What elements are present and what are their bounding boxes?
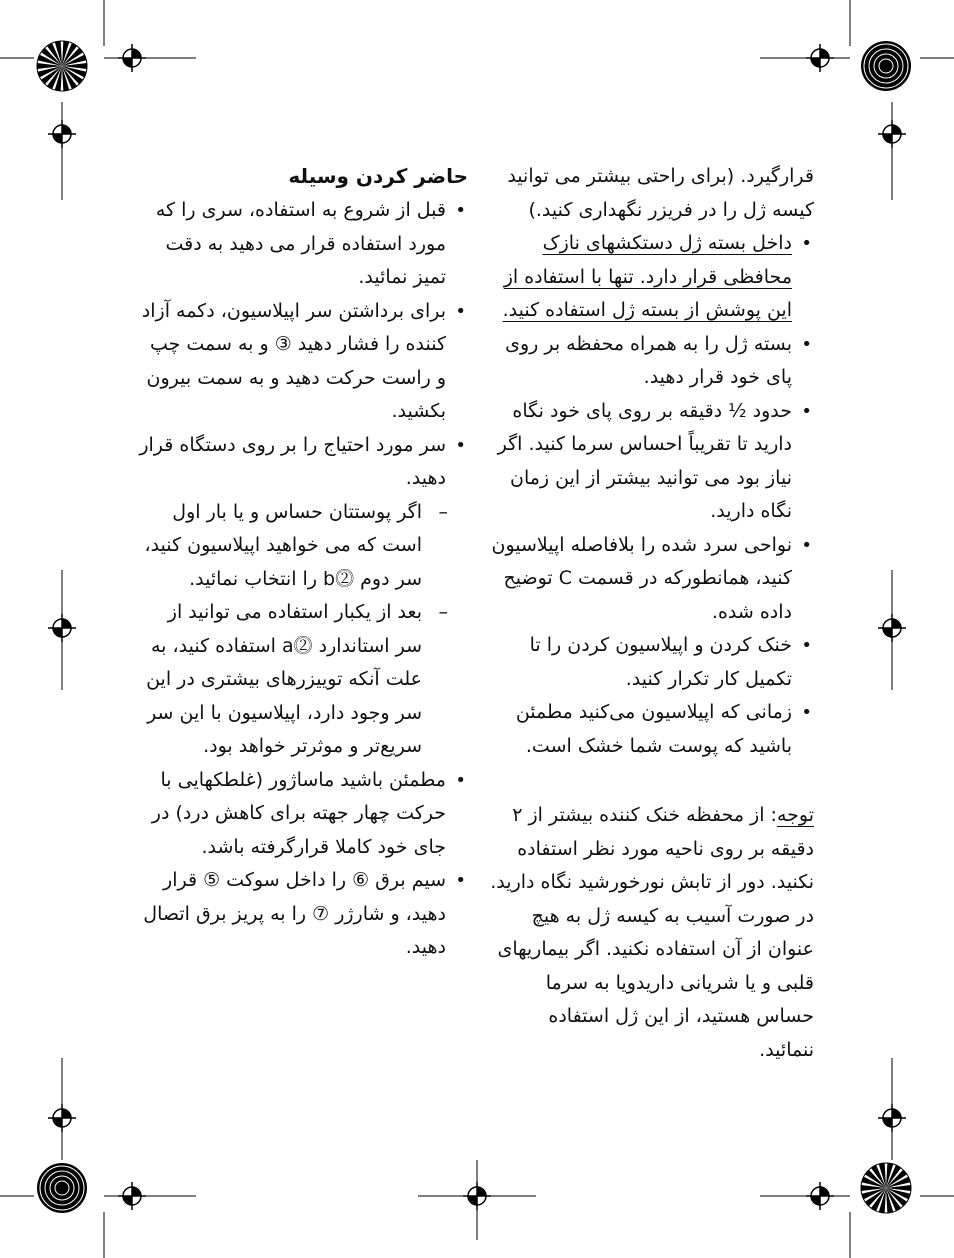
note-text: : از محفظه خنک کننده بیشتر از ۲ دقیقه بر روی ناحیه مورد نظر استفاده نکنید. دور از تابش نورخورشید نگاه دارید. در صورت آسیب به کیسه ژل به هیچ عنوان از آن استفاده نکنید. اگر بیماریهای قلبی و یا شریانی داریدویا به سرما حساس هستید، از این ژل استفاده ننمائید.	[490, 804, 814, 1061]
list-item-text: داخل بسته ژل دستکشهای نازک محافظی قرار دارد. تنها با استفاده از این پوشش از بسته ژل استفاده کنید.	[502, 232, 792, 321]
list-item	[488, 227, 814, 328]
list-item: • قبل از شروع به استفاده، سری را که مورد استفاده قرار می دهید به دقت تمیز نمائید.	[138, 194, 468, 295]
intro-paragraph: قرارگیرد. (برای راحتی بیشتر می توانید کیسه ژل را در فریزر نگهداری کنید.)	[507, 165, 814, 221]
list-item: • نواحی سرد شده را بلافاصله اپیلاسیون کنید، همانطورکه در قسمت C توضیح داده شده.	[488, 529, 814, 630]
list-item: • سیم برق ⑥ را داخل سوکت ⑤ قرار دهید، و شارژر ⑦ را به پریز برق اتصال دهید.	[138, 864, 468, 965]
sub-list-item: – اگر پوستتان حساس و یا بار اول است که می خواهید اپیلاسیون کنید، سر دوم ⓶b را انتخاب نمائید.	[138, 496, 468, 597]
list-item: • زمانی که اپیلاسیون می‌کنید مطمئن باشید که پوست شما خشک است.	[488, 696, 814, 763]
right-bullet-list	[488, 227, 814, 763]
note-paragraph	[488, 799, 814, 1067]
list-item: • مطمئن باشید ماساژور (غلطکهایی با حرکت چهار جهته برای کاهش درد) در جای خود کاملا قرارگرفته باشد.	[138, 764, 468, 865]
left-bullet-list	[138, 194, 468, 965]
sub-list-item: – بعد از یکبار استفاده می توانید از سر استاندارد ⓶a استفاده کنید، به علت آنکه توییزرهای بیشتری در این سر وجود دارد، اپیلاسیون با این سر سریع‌تر و موثرتر خواهد بود.	[138, 596, 468, 764]
note-label: توجه	[776, 804, 814, 826]
list-item: • حدود ½ دقیقه بر روی پای خود نگاه دارید تا تقریباً احساس سرما کنید. اگر نیاز بود می توانید بیشتر از این زمان نگاه دارید.	[488, 395, 814, 529]
list-item: • برای برداشتن سر اپیلاسیون، دکمه آزاد کننده را فشار دهید ③ و به سمت چپ و راست حرکت دهید و به سمت بیرون بکشید.	[138, 295, 468, 429]
section-heading: حاضر کردن وسیله	[288, 164, 468, 188]
list-item: • خنک کردن و اپیلاسیون کردن را تا تکمیل کار تکرار کنید.	[488, 629, 814, 696]
left-column	[138, 160, 468, 965]
right-column	[488, 160, 814, 1067]
list-item: • سر مورد احتیاج را بر روی دستگاه قرار دهید.	[138, 429, 468, 496]
list-item: • بسته ژل را به همراه محفظه بر روی پای خود قرار دهید.	[488, 328, 814, 395]
